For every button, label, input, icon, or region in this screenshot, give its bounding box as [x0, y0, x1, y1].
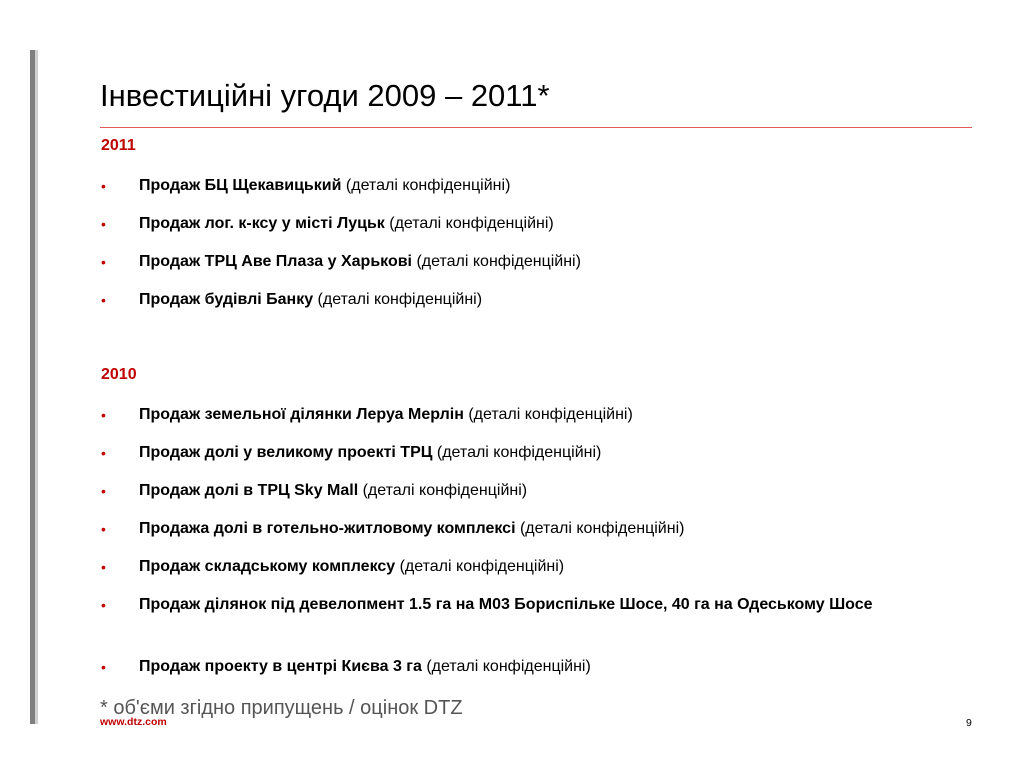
- item-note: (деталі конфіденційні): [341, 177, 511, 194]
- list-item: [101, 480, 1001, 502]
- item-title: Продаж БЦ Щекавицький: [139, 177, 342, 194]
- item-note: (деталі конфіденційні): [358, 482, 528, 499]
- item-title: Продаж будівлі Банку: [139, 291, 314, 308]
- item-title: Продаж складському комплексу: [139, 558, 396, 575]
- bullet-icon: •: [101, 178, 106, 194]
- bullet-icon: •: [101, 407, 106, 423]
- item-note: (деталі конфіденційні): [463, 406, 633, 423]
- website-link[interactable]: www.dtz.com: [100, 716, 167, 728]
- bullet-icon: •: [101, 254, 106, 270]
- bullet-icon: •: [101, 483, 106, 499]
- item-note: (деталі конфіденційні): [432, 444, 602, 461]
- item-title: Продаж ділянок під девелопмент 1.5 га на М03 Бориспільке Шосе, 40 га на Одеському Шосе: [139, 596, 873, 613]
- item-note: (деталі конфіденційні): [395, 558, 565, 575]
- bullet-icon: •: [101, 597, 106, 613]
- item-note: (деталі конфіденційні): [313, 291, 483, 308]
- item-title: Продажа долі в готельно-житловому комплексі: [139, 520, 516, 537]
- bullet-icon: •: [101, 559, 106, 575]
- item-note: (деталі конфіденційні): [515, 520, 685, 537]
- year-heading-2011: 2011: [101, 137, 136, 154]
- bullet-icon: •: [101, 292, 106, 308]
- list-item: [101, 404, 1001, 426]
- list-item: [101, 213, 1001, 235]
- bullet-icon: •: [101, 521, 106, 537]
- item-note: (деталі конфіденційні): [384, 215, 554, 232]
- footnote: * об'єми згідно припущень / оцінок DTZ: [100, 697, 463, 719]
- item-title: Продаж долі у великому проекті ТРЦ: [139, 444, 433, 461]
- list-item: [101, 656, 1001, 678]
- year-heading-2010: 2010: [101, 366, 137, 383]
- bullet-icon: •: [101, 659, 106, 675]
- list-item: [101, 251, 1001, 273]
- item-title: Продаж земельної ділянки Леруа Мерлін: [139, 406, 464, 423]
- left-accent-bar: [30, 50, 35, 724]
- list-item: [101, 175, 1001, 197]
- item-title: Продаж долі в ТРЦ Sky Mall: [139, 482, 359, 499]
- slide-title: Інвестиційні угоди 2009 – 2011*: [100, 78, 550, 113]
- list-item: [101, 442, 1001, 464]
- list-item: [101, 289, 1001, 311]
- item-note: (деталі конфіденційні): [412, 253, 581, 270]
- list-item: [101, 594, 1001, 616]
- item-title: Продаж ТРЦ Аве Плаза у Харькові: [139, 253, 412, 270]
- item-note: (деталі конфіденційні): [421, 658, 591, 675]
- list-item: [101, 518, 1001, 540]
- title-divider: [100, 127, 972, 128]
- item-title: Продаж проекту в центрі Києва 3 га: [139, 658, 422, 675]
- bullet-icon: •: [101, 445, 106, 461]
- bullet-icon: •: [101, 216, 106, 232]
- page-number: 9: [966, 717, 972, 729]
- item-title: Продаж лог. к-ксу у місті Луцьк: [139, 215, 385, 232]
- list-item: [101, 556, 1001, 578]
